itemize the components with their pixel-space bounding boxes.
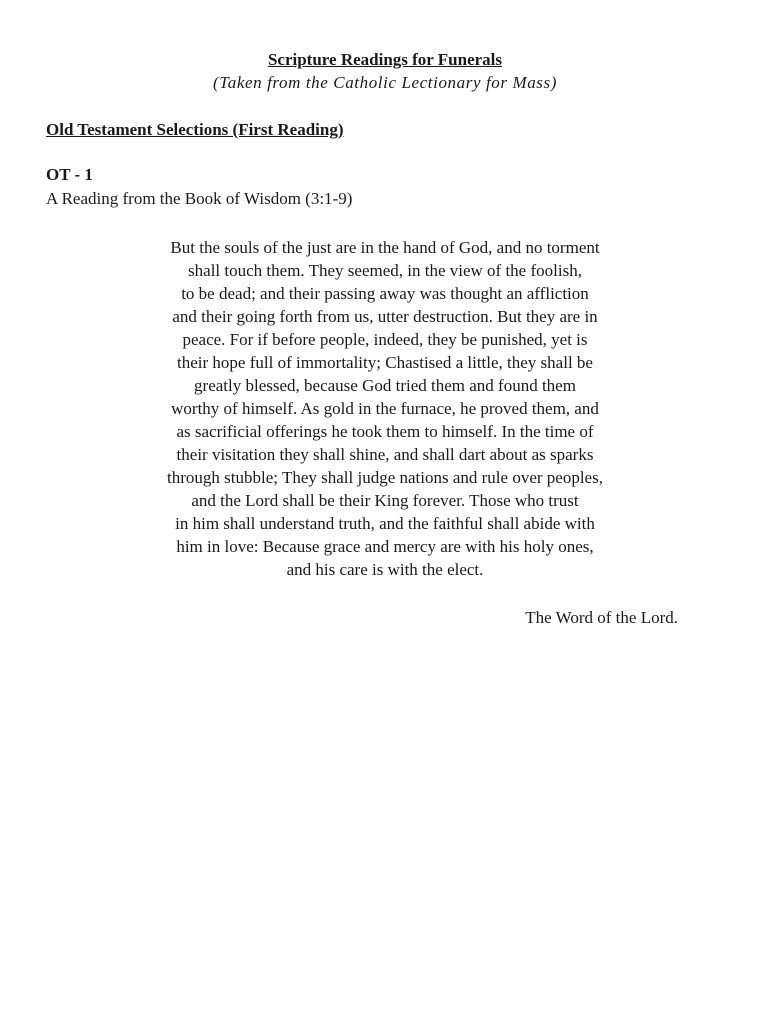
- reading-line: greatly blessed, because God tried them and found them: [194, 376, 576, 395]
- reading-line: him in love: Because grace and mercy are with his holy ones,: [176, 537, 594, 556]
- reading-id: OT - 1: [46, 165, 93, 184]
- reading-line: their hope full of immortality; Chastised a little, they shall be: [177, 353, 593, 372]
- reading-line: to be dead; and their passing away was thought an affliction: [181, 284, 589, 303]
- reading-line: through stubble; They shall judge nations and rule over peoples,: [167, 468, 603, 487]
- reading-line: as sacrificial offerings he took them to himself. In the time of: [176, 422, 594, 441]
- page-subtitle: (Taken from the Catholic Lectionary for Mass): [213, 73, 557, 92]
- reading-line: and his care is with the elect.: [286, 560, 484, 579]
- page-title: Scripture Readings for Funerals: [267, 50, 503, 69]
- reading-line: peace. For if before people, indeed, they be punished, yet is: [182, 330, 588, 349]
- reading-body: [120, 236, 650, 581]
- reading-line: in him shall understand truth, and the faithful shall abide with: [175, 514, 595, 533]
- reading-line: worthy of himself. As gold in the furnace, he proved them, and: [171, 399, 599, 418]
- reading-line: But the souls of the just are in the hand of God, and no torment: [170, 238, 600, 257]
- reading-closing: The Word of the Lord.: [525, 608, 678, 627]
- reading-line: and the Lord shall be their King forever. Those who trust: [191, 491, 579, 510]
- section-heading: Old Testament Selections (First Reading): [46, 120, 344, 139]
- reading-line: their visitation they shall shine, and shall dart about as sparks: [176, 445, 594, 464]
- reading-line: and their going forth from us, utter destruction. But they are in: [172, 307, 598, 326]
- reading-line: shall touch them. They seemed, in the view of the foolish,: [188, 261, 582, 280]
- reading-source: A Reading from the Book of Wisdom (3:1-9): [46, 189, 353, 208]
